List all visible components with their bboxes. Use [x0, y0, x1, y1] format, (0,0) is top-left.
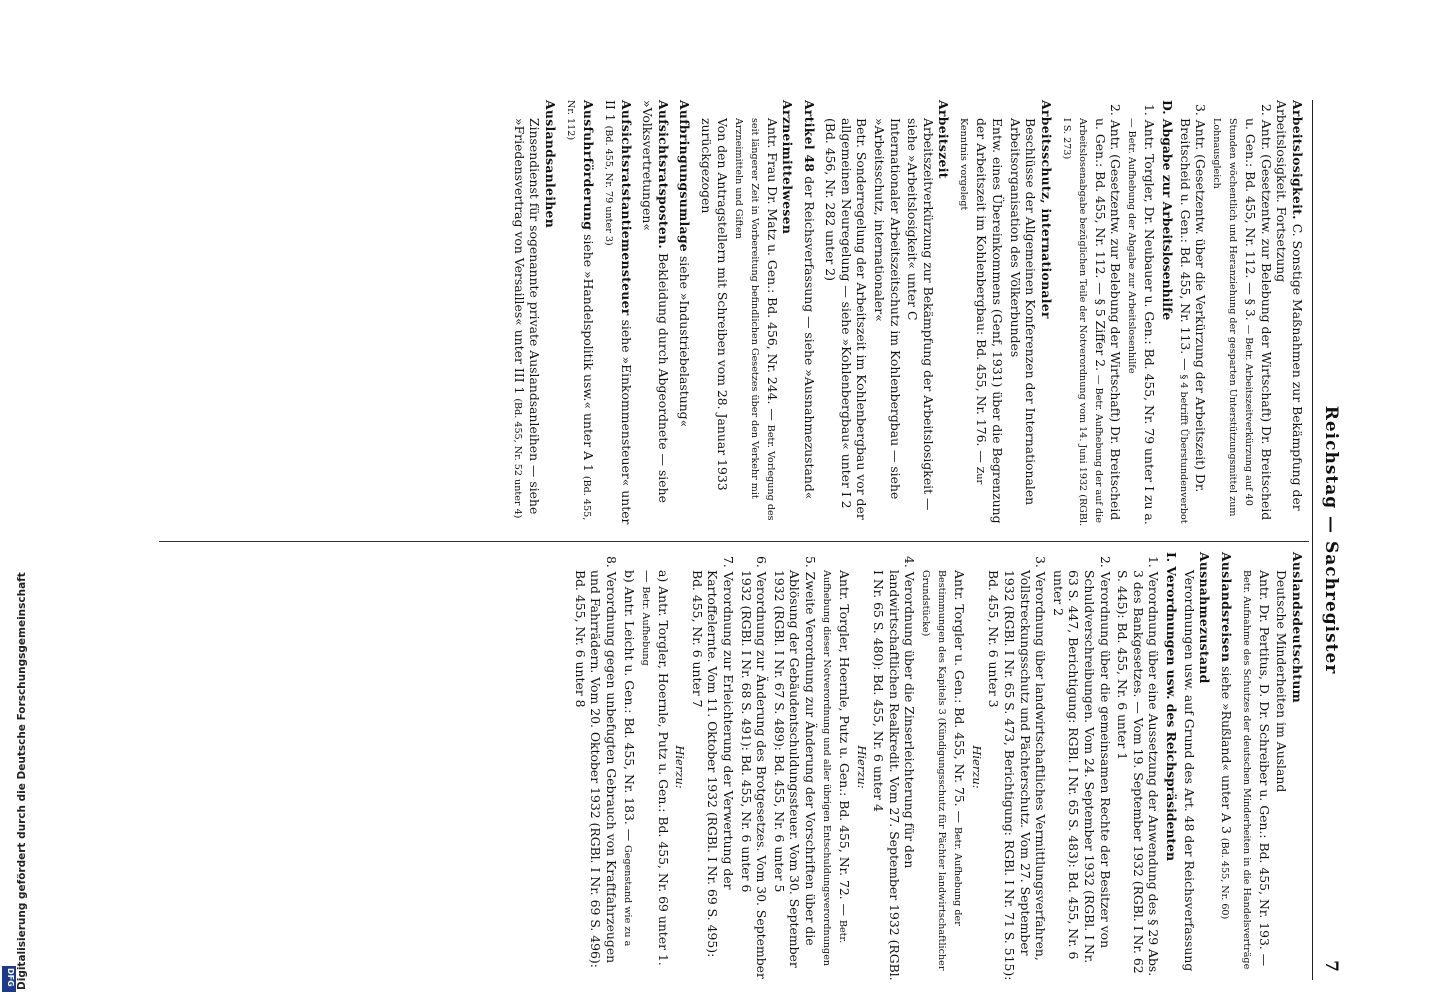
entry-keyword: Arbeitslosigkeit. — [1290, 100, 1305, 220]
item-note: Betr. Aufhebung der Bestimmungen des Kapitels 3 (Kündigungsschutz für Pächter landwirtschaftlicher Grundstücke) — [920, 570, 964, 971]
entry-item: 8. Verordnung gegen unbefugten Gebrauch von Kraftfahrzeugen und Fahrrädern. Vom 20. Oktober 1932 (RGBl. I Nr. 69 S. 496): Bd. 455, Nr. 6 unter 8 — [572, 556, 619, 968]
entry-item: Internationaler Arbeitszeitschutz im Kohlenbergbau — siehe »Arbeitsschutz, internationaler« — [872, 118, 903, 500]
index-entry — [957, 100, 1053, 530]
entry-item: Antr. Dr. Pertitus, D. Dr. Schreiber u. Gen.: Bd. 455, Nr. 193. — Betr. Aufnahme des Schutzes der deutschen Minderheiten in die Handelsverträge — [1241, 570, 1272, 970]
left-column — [505, 100, 1305, 530]
hierzu-label: Hierzu: — [673, 745, 688, 789]
entry-keyword: Aufbringungsumlage — [677, 100, 693, 252]
index-entry — [823, 100, 952, 530]
footer-credit: Digitalisierung gefördert durch die Deutsche Forschungsgemeinschaft — [16, 572, 28, 990]
item-note: Betr. Aufhebung dieser Notverordnung und aller übrigen Entschuldungsverordnungen — [820, 570, 848, 967]
column-divider — [159, 541, 1309, 542]
section-heading: I. Verordnungen usw. des Reichspräsidenten — [1164, 552, 1180, 862]
item-note: § 4 betrifft Überstundenverbot — [1177, 374, 1189, 524]
entry-text: siehe »Handelspolitik usw.« unter A 1 — [580, 234, 596, 472]
item-note: — Betr. Arbeitszeitverkürzung auf 40 Stunden wöchentlich und Heranziehung der gesparten Unterstützungsmittel zum Lohnausgleich — [1211, 118, 1255, 517]
item-note: Zur Kenntnis vorgelegt — [958, 118, 986, 485]
entry-keyword: Arbeitsschutz, internationaler — [1038, 100, 1054, 319]
index-entry — [564, 100, 596, 530]
entry-item: 1. Antr. Torgler, Dr. Neubauer u. Gen.: Bd. 455, Nr. 79 unter I zu a. — Betr. Aufhebung der Abgabe zur Arbeitslosenhilfe — [1126, 104, 1158, 525]
entry-subheading: Deutsche Minderheiten im Ausland — [1274, 570, 1290, 793]
entry-keyword: Ausfuhrförderung — [580, 100, 596, 231]
entry-text: Bekleidung durch Abgeordnete — siehe »Volksvertretungen« — [640, 100, 671, 503]
digitization-footer — [2, 572, 28, 1000]
page-title: Reichstag — Sachregister — [1321, 405, 1341, 675]
item-note: Betr. Aufhebung — [640, 586, 651, 666]
item-note: (Bd. 455, Nr. 79 unter 3) — [602, 125, 614, 246]
index-entry — [572, 552, 1212, 982]
hierzu-label: Hierzu: — [854, 745, 869, 789]
entry-text: der Reichsverfassung — siehe »Ausnahmezustand« — [801, 176, 817, 500]
entry-keyword: Artikel 48 — [801, 100, 817, 173]
entry-item: Betr. Sonderregelung der Arbeitszeit im Kohlenbergbau vor der allgemeinen Neuregelung — siehe »Kohlenbergbau« unter I 2 (Bd. 456, Nr. 282 unter 2) — [823, 118, 870, 520]
entry-item: Zinsendienst für sogenannte private Auslandsanleihen — siehe »Friedensvertrag von Versailles« unter III 1 (Bd. 455, Nr. 52 unter 4) — [511, 118, 543, 519]
entry-item: 2. Verordnung über die gemeinsamen Rechte der Besitzer von Schuldverschreibungen. Vom 24. September 1932 (RGBl. I Nr. 63 S. 447, Berichtigung: RGBl. I Nr. 65 S. 483): Bd. 455, Nr. 6 unter 2 — [1050, 556, 1113, 964]
entry-keyword: Auslandsdeutschtum — [1290, 552, 1305, 704]
entry-text: siehe »Industriebelastung« — [677, 255, 693, 428]
entry-item: 6. Verordnung zur Änderung des Brotgesetzes. Vom 30. September 1932 (RGBl. I Nr. 68 S. 491): Bd. 455, Nr. 6 unter 6 — [738, 556, 770, 979]
entry-item: 3. Verordnung über landwirtschaftliches Vermittlungsverfahren, Vollstreckungsschutz und Pächterschutz. Vom 27. September 1932 (RGBl. I Nr. 65 S. 473, Berichtigung: RGBl. I Nr. 71 S. 515): Bd. 455, Nr. 6 unter 3 — [986, 556, 1049, 981]
entry-item: b) Antr. Leicht u. Gen.: Bd. 455, Nr. 183. — Gegenstand wie zu a — [622, 570, 637, 947]
index-entry — [602, 100, 634, 530]
entry-item: 2. Antr. (Gesetzentw. zur Belebung der Wirtschaft) Dr. Breitscheid u. Gen.: Bd. 455, Nr. 112. — § 3. — Betr. Arbeitszeitverkürzung auf 40 Stunden wöchentlich und Heranziehung der gesparten Unterstützungsmittel zum Lohnausgleich — [1211, 104, 1274, 521]
entry-item: 4. Verordnung über die Zinserleichterung für den landwirtschaftlichen Realkredit. Vom 27. September 1932 (RGBl. I Nr. 65 S. 480): Bd. 455, Nr. 6 unter 4 — [871, 556, 918, 981]
entry-item: 5. Zweite Verordnung zur Änderung der Vorschriften über die Ablösung der Gebäudentschuldungssteuer. Vom 30. September 1932 (RGBl. I Nr. 67 S. 489): Bd. 455, Nr. 6 unter 5 — [771, 556, 818, 968]
index-entry — [801, 100, 817, 530]
index-entry — [1218, 552, 1234, 982]
item-note: — Betr. Aufhebung der auf die Arbeitslosenabgabe bezüglichen Teile der Notverordnung vom 14. Juni 1932 (RGBl. I S. 273) — [1060, 118, 1104, 527]
index-entry — [640, 100, 671, 530]
index-entry — [1240, 552, 1305, 982]
entry-keyword: Auslandsanleihen — [542, 100, 558, 229]
entry-keyword: Aufsichtsratsposten. — [655, 100, 671, 249]
item-note: Betr. Vorlegung des seit längerer Zeit in Vorbereitung befindlichen Gesetzes über den Verkehr mit Arzneimitteln und Giften — [732, 118, 776, 521]
entry-keyword: Aufsichtsratstantiemensteuer — [618, 100, 634, 316]
entry-text: siehe »Rußland« unter A 3 — [1219, 666, 1235, 834]
entry-item: Entw. eines Übereinkommens (Genf, 1931) über die Begrenzung der Arbeitszeit im Kohlenbergbau: Bd. 455, Nr. 176. — Zur Kenntnis vorgelegt — [958, 118, 1006, 524]
entry-item: 7. Verordnung zur Erleichterung der Verwertung der Kartoffelernte. Vom 11. Oktober 1932 (RGBl. I Nr. 69 S. 495): Bd. 455, Nr. 6 unter 7 — [689, 556, 736, 958]
entry-keyword: Ausnahmezustand — [1197, 552, 1213, 684]
entry-item: Arbeitszeitverkürzung zur Bekämpfung der Arbeitslosigkeit — siehe »Arbeitslosigkeit« unter C — [905, 118, 936, 511]
item-note: (Bd. 455, Nr. 112) — [564, 100, 592, 521]
entry-keyword: Arbeitszeit — [936, 100, 952, 179]
item-note: — Betr. Aufhebung der Abgabe zur Arbeitslosenhilfe — [1126, 118, 1138, 374]
register-page — [145, 100, 1345, 980]
entry-keyword: Auslandsreisen — [1219, 552, 1235, 663]
hierzu-label: Hierzu: — [969, 745, 984, 789]
dfg-logo: DFG — [2, 966, 16, 992]
item-note: Gegenstand wie zu a — [622, 845, 633, 947]
entry-item: Antr. Torgler u. Gen.: Bd. 455, Nr. 75. — Betr. Aufhebung der Bestimmungen des Kapitels 3 (Kündigungsschutz für Pächter landwirtschaftlicher Grundstücke) — [920, 570, 968, 971]
entry-item: Antr. Torgler, Hoernle, Putz u. Gen.: Bd. 455, Nr. 72. — Betr. Aufhebung dieser Notverordnung und aller übrigen Entschuldungsverordnungen — [820, 570, 852, 967]
index-entry — [1060, 100, 1305, 530]
entry-item: Antr. Frau Dr. Matz u. Gen.: Bd. 456, Nr. 244. — Betr. Vorlegung des seit längerer Zeit in Vorbereitung befindlichen Gesetzes über den Verkehr mit Arzneimitteln und Giften — [732, 118, 780, 521]
index-entry — [511, 100, 558, 530]
item-note: Betr. Aufnahme des Schutzes der deutschen Minderheiten in die Handelsverträge — [1241, 570, 1253, 970]
page-number: 7 — [1321, 960, 1341, 972]
entry-item: a) Antr. Torgler, Hoernle, Putz u. Gen.: Bd. 455, Nr. 69 unter 1. — Betr. Aufhebung — [640, 570, 671, 966]
item-note: (Bd. 455, Nr. 52 unter 4) — [511, 398, 523, 519]
entry-keyword: Arzneimittelwesen — [780, 100, 796, 235]
entry-subheading: Verordnungen usw. auf Grund des Art. 48 der Reichsverfassung — [1181, 570, 1197, 972]
page-header — [1312, 100, 1345, 980]
right-column — [566, 552, 1305, 982]
item-note: (Bd. 455, Nr. 60) — [1219, 837, 1231, 920]
index-entry — [677, 100, 693, 530]
section-heading: D. Abgabe zur Arbeitslosenhilfe — [1159, 100, 1175, 321]
entry-text: siehe »Einkommensteuer« unter II 1 — [602, 100, 634, 525]
entry-item: 2. Antr. (Gesetzentw. zur Belebung der Wirtschaft) Dr. Breitscheid u. Gen.: Bd. 455, Nr. 112. — § 5 Ziffer 2. — Betr. Aufhebung der auf die Arbeitslosenabgabe bezüglichen Teile der Notverordnung vom 14. Juni 1932 (RGBl. I S. 273) — [1060, 104, 1124, 527]
index-entry — [698, 100, 795, 530]
entry-text: C. Sonstige Maßnahmen zur Bekämpfung der Arbeitslosigkeit. Fortsetzung — [1274, 100, 1305, 511]
entry-item: 1. Verordnung über eine Aussetzung der Anwendung des § 29 Abs. 3 des Bankgesetzes. — Vom 19. September 1932 (RGBl. I Nr. 62 S. 445): Bd. 455, Nr. 6 unter 1 — [1115, 556, 1162, 977]
entry-item: 3. Antr. (Gesetzentw. über die Verkürzung der Arbeitszeit) Dr. Breitscheid u. Gen.: Bd. 455, Nr. 113. — § 4 betrifft Überstundenverbot — [1177, 104, 1209, 524]
entry-item: Von den Antragstellern mit Schreiben vom 28. Januar 1933 zurückgezogen — [698, 118, 730, 491]
entry-text: Beschlüsse der Allgemeinen Konferenzen der Internationalen Arbeitsorganisation des Völkerbundes — [1007, 118, 1039, 506]
